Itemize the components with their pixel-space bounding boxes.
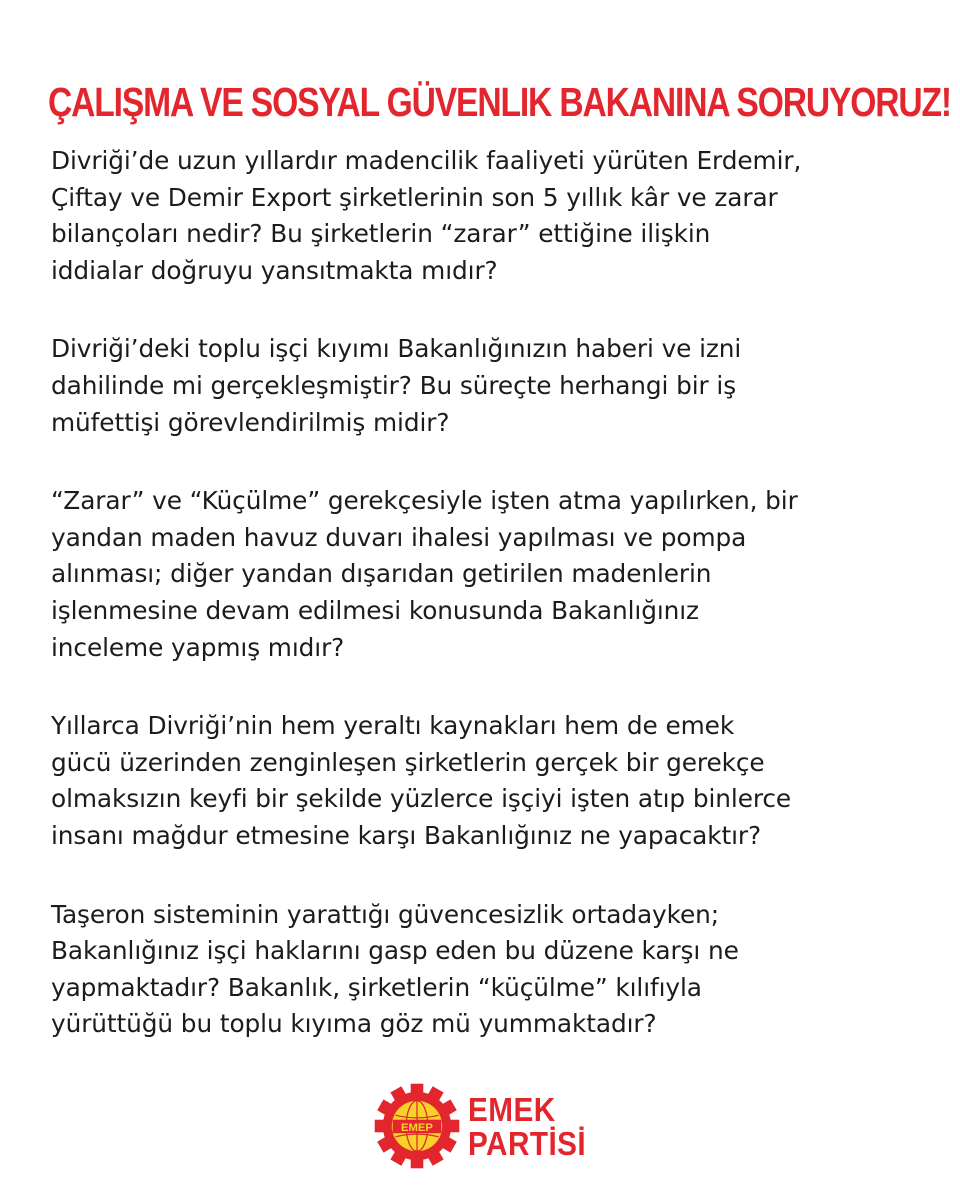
text-line: Çiftay ve Demir Export şirketlerinin son 5 yıllık kâr ve zarar — [51, 182, 778, 212]
text-line: bilançoları nedir? Bu şirketlerin “zarar” ettiğine ilişkin — [51, 219, 711, 249]
gear-emblem-icon — [372, 1081, 462, 1171]
text-line: Bakanlığınız işçi haklarını gasp eden bu düzene karşı ne — [51, 936, 739, 966]
text-line: yürüttüğü bu toplu kıyıma göz mü yummaktadır? — [51, 1009, 657, 1039]
question-list — [51, 143, 921, 1085]
party-logo — [372, 1081, 592, 1171]
page-title: ÇALIŞMA VE SOSYAL GÜVENLIK BAKANINA SORUYORUZ! — [48, 79, 951, 125]
text-line: Divriği’deki toplu işçi kıyımı Bakanlığınızın haberi ve izni — [51, 334, 742, 364]
text-line: yapmaktadır? Bakanlık, şirketlerin “küçülme” kılıfıyla — [51, 972, 702, 1002]
text-line: “Zarar” ve “Küçülme” gerekçesiyle işten atma yapılırken, bir — [51, 486, 798, 516]
text-line: müfettişi görevlendirilmiş midir? — [51, 407, 450, 437]
text-line: Taşeron sisteminin yarattığı güvencesizlik ortadayken; — [51, 899, 720, 929]
logo-line-1: EMEK — [468, 1091, 556, 1128]
logo-line-2: PARTİSİ — [468, 1125, 587, 1162]
text-line: iddialar doğruyu yansıtmakta mıdır? — [51, 255, 498, 285]
text-line: olmaksızın keyfi bir şekilde yüzlerce işçiyi işten atıp binlerce — [51, 784, 792, 814]
text-line: insanı mağdur etmesine karşı Bakanlığınız ne yapacaktır? — [51, 820, 762, 850]
question-paragraph — [51, 897, 921, 1043]
emblem-text: EMEP — [401, 1121, 433, 1134]
text-line: gücü üzerinden zenginleşen şirketlerin gerçek bir gerekçe — [51, 747, 765, 777]
text-line: alınması; diğer yandan dışarıdan getirilen madenlerin — [51, 559, 712, 589]
text-line: işlenmesine devam edilmesi konusunda Bakanlığınız — [51, 595, 699, 625]
logo-wordmark — [468, 1093, 586, 1161]
text-line: Divriği’de uzun yıllardır madencilik faaliyeti yürüten Erdemir, — [51, 146, 802, 175]
question-paragraph — [51, 143, 921, 289]
text-line: yandan maden havuz duvarı ihalesi yapılması ve pompa — [51, 522, 747, 552]
question-paragraph — [51, 483, 921, 666]
text-line: dahilinde mi gerçekleşmiştir? Bu süreçte herhangi bir iş — [51, 370, 737, 400]
question-paragraph — [51, 708, 921, 854]
question-paragraph — [51, 331, 921, 441]
text-line: Yıllarca Divriği’nin hem yeraltı kaynakları hem de emek — [51, 711, 735, 741]
text-line: inceleme yapmış mıdır? — [51, 632, 345, 662]
